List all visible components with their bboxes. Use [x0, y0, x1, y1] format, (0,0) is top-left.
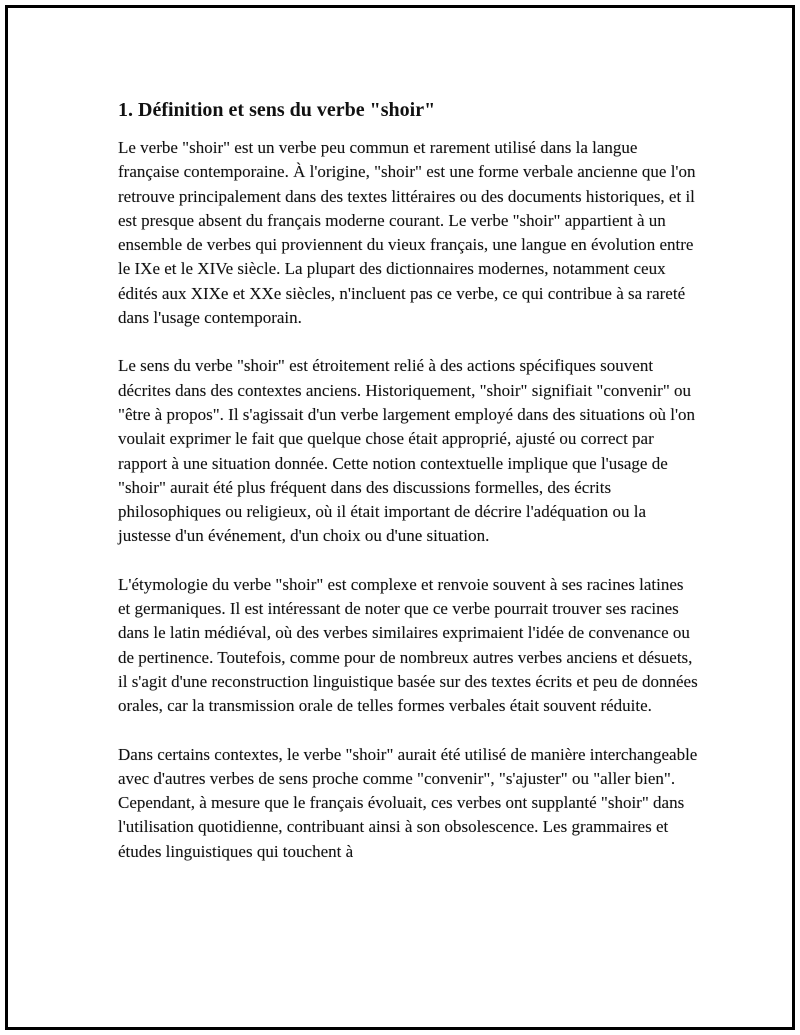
paragraph-2: Le sens du verbe "shoir" est étroitement relié à des actions spécifiques souvent décrites dans des contextes anciens. Historiquement, "shoir" signifiait "convenir" ou "être à propos". Il s'agissait d'un verbe largement employé dans des situations où l'on voulait exprimer le fait que quelque chose était approprié, ajusté ou correct par rapport à une situation donnée. Cette notion contextuelle implique que l'usage de "shoir" aurait été plus fréquent dans des discussions formelles, des écrits philosophiques ou religieux, où il était important de décrire l'adéquation ou la justesse d'un événement, d'un choix ou d'une situation. [118, 356, 696, 546]
document-body [118, 96, 698, 888]
paragraph-1: Le verbe "shoir" est un verbe peu commun et rarement utilisé dans la langue française contemporaine. À l'origine, "shoir" est une forme verbale ancienne que l'on retrouve principalement dans des textes littéraires ou des documents historiques, et il est presque absent du français moderne courant. Le verbe "shoir" appartient à un ensemble de verbes qui proviennent du vieux français, une langue en évolution entre le IXe et le XIVe siècle. La plupart des dictionnaires modernes, notamment ceux édités aux XIXe et XXe siècles, n'incluent pas ce verbe, ce qui contribue à sa rareté dans l'usage contemporain. [118, 138, 696, 328]
page-frame [5, 5, 795, 1030]
paragraph-3: L'étymologie du verbe "shoir" est complexe et renvoie souvent à ses racines latines et germaniques. Il est intéressant de noter que ce verbe pourrait trouver ses racines dans le latin médiéval, où des verbes similaires exprimaient l'idée de convenance ou de pertinence. Toutefois, comme pour de nombreux autres verbes anciens et désuets, il s'agit d'une reconstruction linguistique basée sur des textes écrits et peu de données orales, car la transmission orale de telles formes verbales était souvent réduite. [118, 574, 698, 716]
paragraph-4: Dans certains contextes, le verbe "shoir" aurait été utilisé de manière interchangeable avec d'autres verbes de sens proche comme "convenir", "s'ajuster" ou "aller bien". Cependant, à mesure que le français évoluait, ces verbes ont supplanté "shoir" dans l'utilisation quotidienne, contribuant ainsi à son obsolescence. Les grammaires et études linguistiques qui touchent à [118, 744, 698, 861]
section-heading: 1. Définition et sens du verbe "shoir" [118, 99, 436, 121]
